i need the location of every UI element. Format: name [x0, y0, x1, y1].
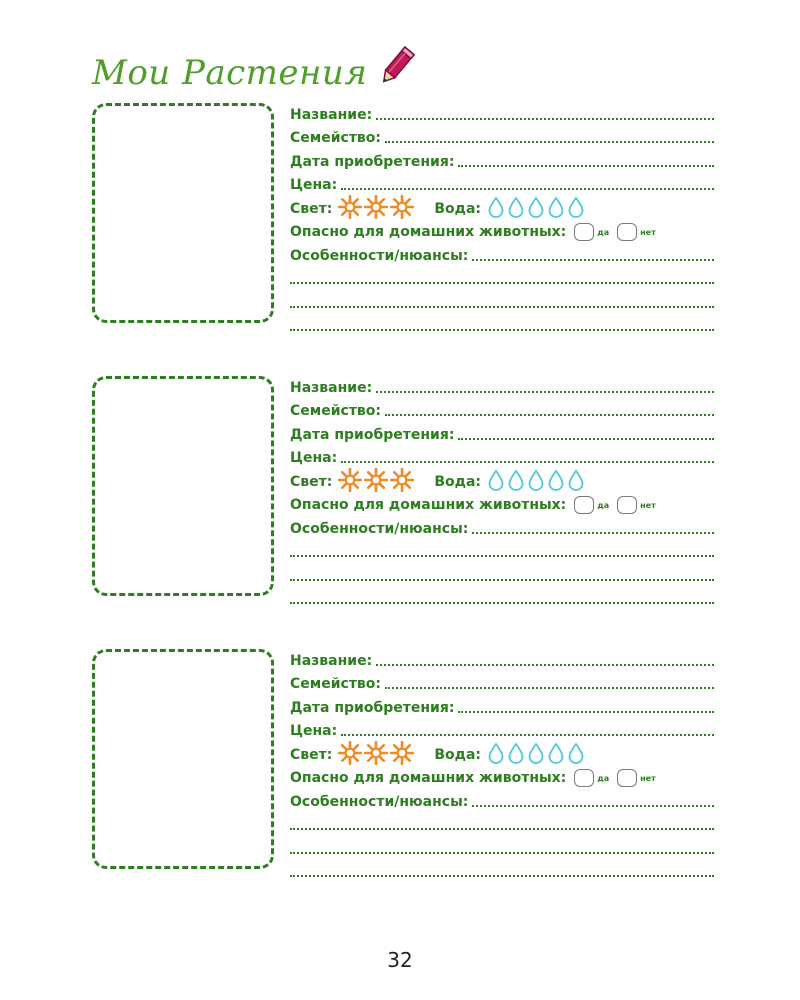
- water-drop-icon[interactable]: [567, 196, 585, 222]
- name-line[interactable]: [376, 664, 714, 666]
- price-label: Цена:: [290, 177, 338, 194]
- water-drop-icon[interactable]: [547, 196, 565, 222]
- price-label: Цена:: [290, 450, 338, 467]
- pets-row: [290, 767, 714, 791]
- price-line[interactable]: [341, 188, 714, 190]
- family-line[interactable]: [385, 414, 714, 416]
- page-number: 32: [387, 948, 413, 972]
- sun-icon[interactable]: [364, 468, 388, 496]
- family-label: Семейство:: [290, 403, 382, 420]
- light-water-row: [290, 743, 714, 767]
- pets-row: [290, 494, 714, 518]
- water-label: Вода:: [434, 473, 481, 490]
- notes-line[interactable]: [472, 532, 714, 534]
- name-label: Название:: [290, 379, 373, 396]
- water-drop-icon[interactable]: [487, 196, 505, 222]
- no-label: нет: [640, 773, 656, 783]
- name-line[interactable]: [376, 391, 714, 393]
- date-line[interactable]: [458, 438, 714, 440]
- notes-line-extra[interactable]: [290, 564, 714, 588]
- no-label: нет: [640, 500, 656, 510]
- light-rating[interactable]: [338, 741, 414, 769]
- yes-label: да: [597, 500, 610, 510]
- yes-label: да: [597, 773, 610, 783]
- sun-icon[interactable]: [364, 741, 388, 769]
- dotted-line[interactable]: [290, 555, 714, 557]
- dotted-line[interactable]: [290, 828, 714, 830]
- plant-fields: [290, 376, 714, 611]
- pets-row: [290, 221, 714, 245]
- date-label: Дата приобретения:: [290, 426, 455, 443]
- sun-icon[interactable]: [338, 468, 362, 496]
- yes-checkbox[interactable]: [574, 769, 594, 787]
- sun-icon[interactable]: [390, 195, 414, 223]
- notes-field[interactable]: [290, 517, 714, 541]
- price-label: Цена:: [290, 723, 338, 740]
- pets-label: Опасно для домашних животных:: [290, 224, 567, 241]
- family-field[interactable]: [290, 400, 714, 424]
- water-drop-icon[interactable]: [507, 742, 525, 768]
- date-field[interactable]: [290, 423, 714, 447]
- date-line[interactable]: [458, 711, 714, 713]
- dotted-line[interactable]: [290, 306, 714, 308]
- page-title: [92, 40, 419, 93]
- plant-card-3: [92, 649, 722, 875]
- dotted-line[interactable]: [290, 875, 714, 877]
- date-field[interactable]: [290, 696, 714, 720]
- plant-card-1: [92, 103, 722, 329]
- date-line[interactable]: [458, 165, 714, 167]
- sun-icon[interactable]: [364, 195, 388, 223]
- light-label: Свет:: [290, 473, 333, 490]
- water-drop-icon[interactable]: [507, 469, 525, 495]
- date-label: Дата приобретения:: [290, 699, 455, 716]
- water-drop-icon[interactable]: [527, 196, 545, 222]
- no-checkbox[interactable]: [617, 769, 637, 787]
- pets-label: Опасно для домашних животных:: [290, 497, 567, 514]
- sun-icon[interactable]: [390, 468, 414, 496]
- name-field[interactable]: [290, 649, 714, 673]
- price-line[interactable]: [341, 734, 714, 736]
- family-field[interactable]: [290, 127, 714, 151]
- notes-line[interactable]: [472, 259, 714, 261]
- family-line[interactable]: [385, 687, 714, 689]
- date-field[interactable]: [290, 150, 714, 174]
- dotted-line[interactable]: [290, 852, 714, 854]
- notes-field[interactable]: [290, 790, 714, 814]
- sun-icon[interactable]: [338, 195, 362, 223]
- family-line[interactable]: [385, 141, 714, 143]
- name-label: Название:: [290, 106, 373, 123]
- light-label: Свет:: [290, 746, 333, 763]
- notes-line-extra[interactable]: [290, 861, 714, 885]
- sun-icon[interactable]: [390, 741, 414, 769]
- plant-fields: [290, 103, 714, 338]
- price-field[interactable]: [290, 447, 714, 471]
- notes-line-extra[interactable]: [290, 268, 714, 292]
- date-label: Дата приобретения:: [290, 153, 455, 170]
- water-label: Вода:: [434, 746, 481, 763]
- water-rating[interactable]: [487, 469, 585, 495]
- dotted-line[interactable]: [290, 602, 714, 604]
- light-rating[interactable]: [338, 195, 414, 223]
- photo-box[interactable]: [92, 103, 274, 323]
- water-drop-icon[interactable]: [547, 469, 565, 495]
- water-drop-icon[interactable]: [507, 196, 525, 222]
- light-label: Свет:: [290, 200, 333, 217]
- water-label: Вода:: [434, 200, 481, 217]
- dotted-line[interactable]: [290, 282, 714, 284]
- photo-box[interactable]: [92, 376, 274, 596]
- notes-label: Особенности/нюансы:: [290, 247, 469, 264]
- notes-label: Особенности/нюансы:: [290, 520, 469, 537]
- name-label: Название:: [290, 652, 373, 669]
- water-drop-icon[interactable]: [487, 742, 505, 768]
- price-field[interactable]: [290, 174, 714, 198]
- notes-line[interactable]: [472, 805, 714, 807]
- notes-line-extra[interactable]: [290, 541, 714, 565]
- family-label: Семейство:: [290, 130, 382, 147]
- dotted-line[interactable]: [290, 579, 714, 581]
- notes-line-extra[interactable]: [290, 814, 714, 838]
- sun-icon[interactable]: [338, 741, 362, 769]
- family-field[interactable]: [290, 673, 714, 697]
- price-field[interactable]: [290, 720, 714, 744]
- water-drop-icon[interactable]: [527, 469, 545, 495]
- water-rating[interactable]: [487, 196, 585, 222]
- no-checkbox[interactable]: [617, 496, 637, 514]
- page-title-text: Мои Растения: [92, 53, 368, 93]
- light-water-row: [290, 197, 714, 221]
- notes-label: Особенности/нюансы:: [290, 793, 469, 810]
- notes-line-extra[interactable]: [290, 588, 714, 612]
- price-line[interactable]: [341, 461, 714, 463]
- name-field[interactable]: [290, 103, 714, 127]
- photo-box[interactable]: [92, 649, 274, 869]
- yes-checkbox[interactable]: [574, 496, 594, 514]
- notes-field[interactable]: [290, 244, 714, 268]
- name-line[interactable]: [376, 118, 714, 120]
- name-field[interactable]: [290, 376, 714, 400]
- no-checkbox[interactable]: [617, 223, 637, 241]
- light-water-row: [290, 470, 714, 494]
- water-drop-icon[interactable]: [527, 742, 545, 768]
- water-drop-icon[interactable]: [567, 469, 585, 495]
- no-label: нет: [640, 227, 656, 237]
- pets-label: Опасно для домашних животных:: [290, 770, 567, 787]
- water-rating[interactable]: [487, 742, 585, 768]
- notes-line-extra[interactable]: [290, 315, 714, 339]
- yes-checkbox[interactable]: [574, 223, 594, 241]
- yes-label: да: [597, 227, 610, 237]
- notes-line-extra[interactable]: [290, 291, 714, 315]
- water-drop-icon[interactable]: [487, 469, 505, 495]
- light-rating[interactable]: [338, 468, 414, 496]
- plant-fields: [290, 649, 714, 884]
- plant-card-2: [92, 376, 722, 602]
- dotted-line[interactable]: [290, 329, 714, 331]
- pencil-icon: [373, 44, 419, 90]
- water-drop-icon[interactable]: [547, 742, 565, 768]
- family-label: Семейство:: [290, 676, 382, 693]
- water-drop-icon[interactable]: [567, 742, 585, 768]
- notes-line-extra[interactable]: [290, 837, 714, 861]
